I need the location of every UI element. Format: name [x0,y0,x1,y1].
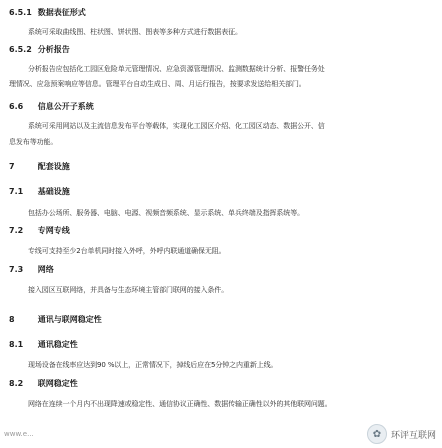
paragraph-line: 分析报告应包括化工园区危险单元管理情况、应急资源管理情况、监测数据统计分析、报警任务处 [28,65,325,73]
paragraph-line: 息发布等功能。 [9,138,58,146]
heading-title: 分析报告 [37,45,70,54]
heading-number: 8 [9,315,15,324]
heading-number: 6.5.1 [9,8,32,17]
paragraph: 网络在连续一个月内不出现降速或稳定性、通信协议正确性、数据传输正确性以外的其他联网问题。 [28,400,332,408]
heading-6-6 [9,103,94,111]
paragraph-line: 理情况、应急预案响应等信息。管理平台自动生成日、周、月运行报告，按要求发送给相关部门。 [9,80,306,88]
heading-title: 通讯稳定性 [37,340,78,349]
paragraph: 系统可采取曲线图、柱状图、饼状图、图表等多种方式进行数据表征。 [28,28,242,36]
heading-number: 7.1 [9,187,24,196]
watermark-text: 环评互联网 [390,430,436,441]
heading-8-2 [9,380,78,388]
heading-7-1 [9,188,70,196]
heading-title: 配套设施 [37,162,70,171]
heading-number: 7.3 [9,265,24,274]
heading-7-2 [9,227,70,235]
heading-number: 7 [9,162,15,171]
heading-title: 数据表征形式 [37,8,86,17]
paragraph: 包括办公场所、服务器、电脑、电源、视频音频系统、显示系统、单兵终端及指挥系统等。 [28,209,304,217]
heading-7 [9,163,70,171]
paragraph: 接入园区互联网络，并具备与生态环境主管部门联网的接入条件。 [28,286,229,294]
heading-title: 信息公开子系统 [37,102,94,111]
heading-number: 7.2 [9,226,24,235]
heading-8-1 [9,341,78,349]
heading-6-5-1 [9,9,86,17]
paragraph: 现场设备在线率应达到90 %以上，正常情况下，掉线后应在5分钟之内重新上线。 [28,361,278,369]
watermark-right [367,424,436,444]
heading-title: 网络 [37,265,54,274]
heading-number: 8.1 [9,340,24,349]
paragraph: 专线可支持至少2台单机同时接入外呼，外呼内联通道确保无阻。 [28,247,226,255]
heading-number: 6.5.2 [9,45,32,54]
heading-number: 6.6 [9,102,24,111]
wechat-icon: ✿ [367,424,387,444]
heading-7-3 [9,266,54,274]
paragraph-line: 系统可采用网站以及主流信息发布平台等载体，实现化工园区介绍、化工园区动态、数据公开、信 [28,122,325,130]
heading-6-5-2 [9,46,70,54]
heading-8 [9,316,102,324]
heading-title: 联网稳定性 [37,379,78,388]
heading-title: 通讯与联网稳定性 [37,315,102,324]
heading-number: 8.2 [9,379,24,388]
watermark-left: www.e... [4,430,34,438]
heading-title: 专网专线 [37,226,70,235]
heading-title: 基础设施 [37,187,70,196]
